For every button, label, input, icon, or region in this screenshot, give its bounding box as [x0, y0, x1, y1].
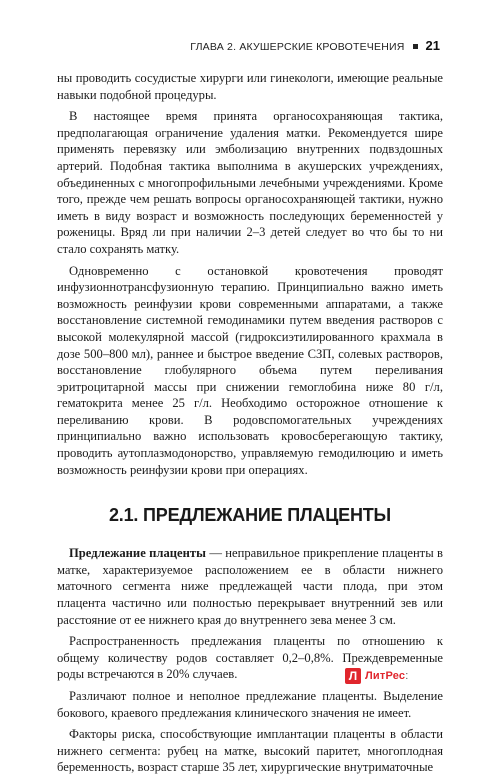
page-number: 21: [425, 38, 440, 53]
running-header: [190, 38, 440, 53]
paragraph: ны проводить сосудистые хирурги или гинекологи, имеющие реальные навыки подобной процедуры.: [57, 71, 443, 102]
defined-term: Предлежание плаценты: [69, 546, 206, 561]
chapter-title: ГЛАВА 2. АКУШЕРСКИЕ КРОВОТЕЧЕНИЯ: [190, 41, 405, 53]
paragraph: Факторы риска, способствующие имплантации плаценты в области нижнего сегмента: рубец на матке, высокий паритет, многоплодная беременность, возраст старше 35 лет, хирургические внутриматочные: [57, 727, 443, 775]
paragraph: Одновременно с остановкой кровотечения проводят инфузионнотрансфузионную терапию. Принципиально важно иметь возможность реинфузии крови современными аппаратами, а также восстановление системной гемодинамики путем введения растворов с высокой молекулярной массой (гидроксиэтилированного крахмала в дозе 500–800 мл), раннее и быстрое введение СЗП, солевых растворов, восстановление глобулярного объема путем переливания эритроцитарной массы при снижении гемоглобина ниже 80 г/л, гематокрита менее 25 г/л. Необходимо осторожное отношение к переливанию крови. В родовспомогательных учреждениях принципиально важно использовать кровосберегающую тактику, проводить аутоплазмодонорство, управляемую гемодилюцию и иметь возможность реинфузии крови при операциях.: [57, 263, 443, 477]
section-heading: 2.1. ПРЕДЛЕЖАНИЕ ПЛАЦЕНТЫ: [109, 505, 391, 526]
litres-watermark: [365, 670, 409, 682]
litres-logo-icon: Л: [345, 668, 361, 684]
paragraph: Распространенность предлежания плаценты по отношению к общему количеству родов составляет 0,2–0,8%. Преждевременные роды встречаются в 20% случаев.: [57, 634, 443, 682]
watermark-suffix: :: [405, 670, 409, 682]
watermark-brand: ЛитРес: [365, 670, 406, 682]
paragraph: В настоящее время принята органосохраняющая тактика, предполагающая ограничение удаления матки. Рекомендуется шире применять перевязку или эмболизацию внутренних подвздошных артерий. Подобная тактика выполнима в акушерских учреждениях, объединенных с многопрофильными лечебными учреждениями. Кроме того, прежде чем решать вопросы органосохраняющей тактики, нужно иметь в виду возраст и возможность последующих беременностей у роженицы. Вряд ли при наличии 2–3 детей следует во что бы то ни стало сохранять матку.: [57, 109, 443, 256]
paragraph: Различают полное и неполное предлежание плаценты. Выделение бокового, краевого предлежания клинического значения не имеет.: [57, 689, 443, 720]
header-bullet-icon: [413, 44, 418, 49]
definition-paragraph: [57, 545, 443, 628]
definition-text: — неправильное прикрепление плаценты в матке, характеризуемое расположением ее в области нижнего маточного сегмента ниже предлежащей части плода, при этом плацента частично или полностью перекрывает внутренний зев или расстояние от ее нижнего края до внутреннего зева менее 3 см.: [57, 546, 443, 627]
